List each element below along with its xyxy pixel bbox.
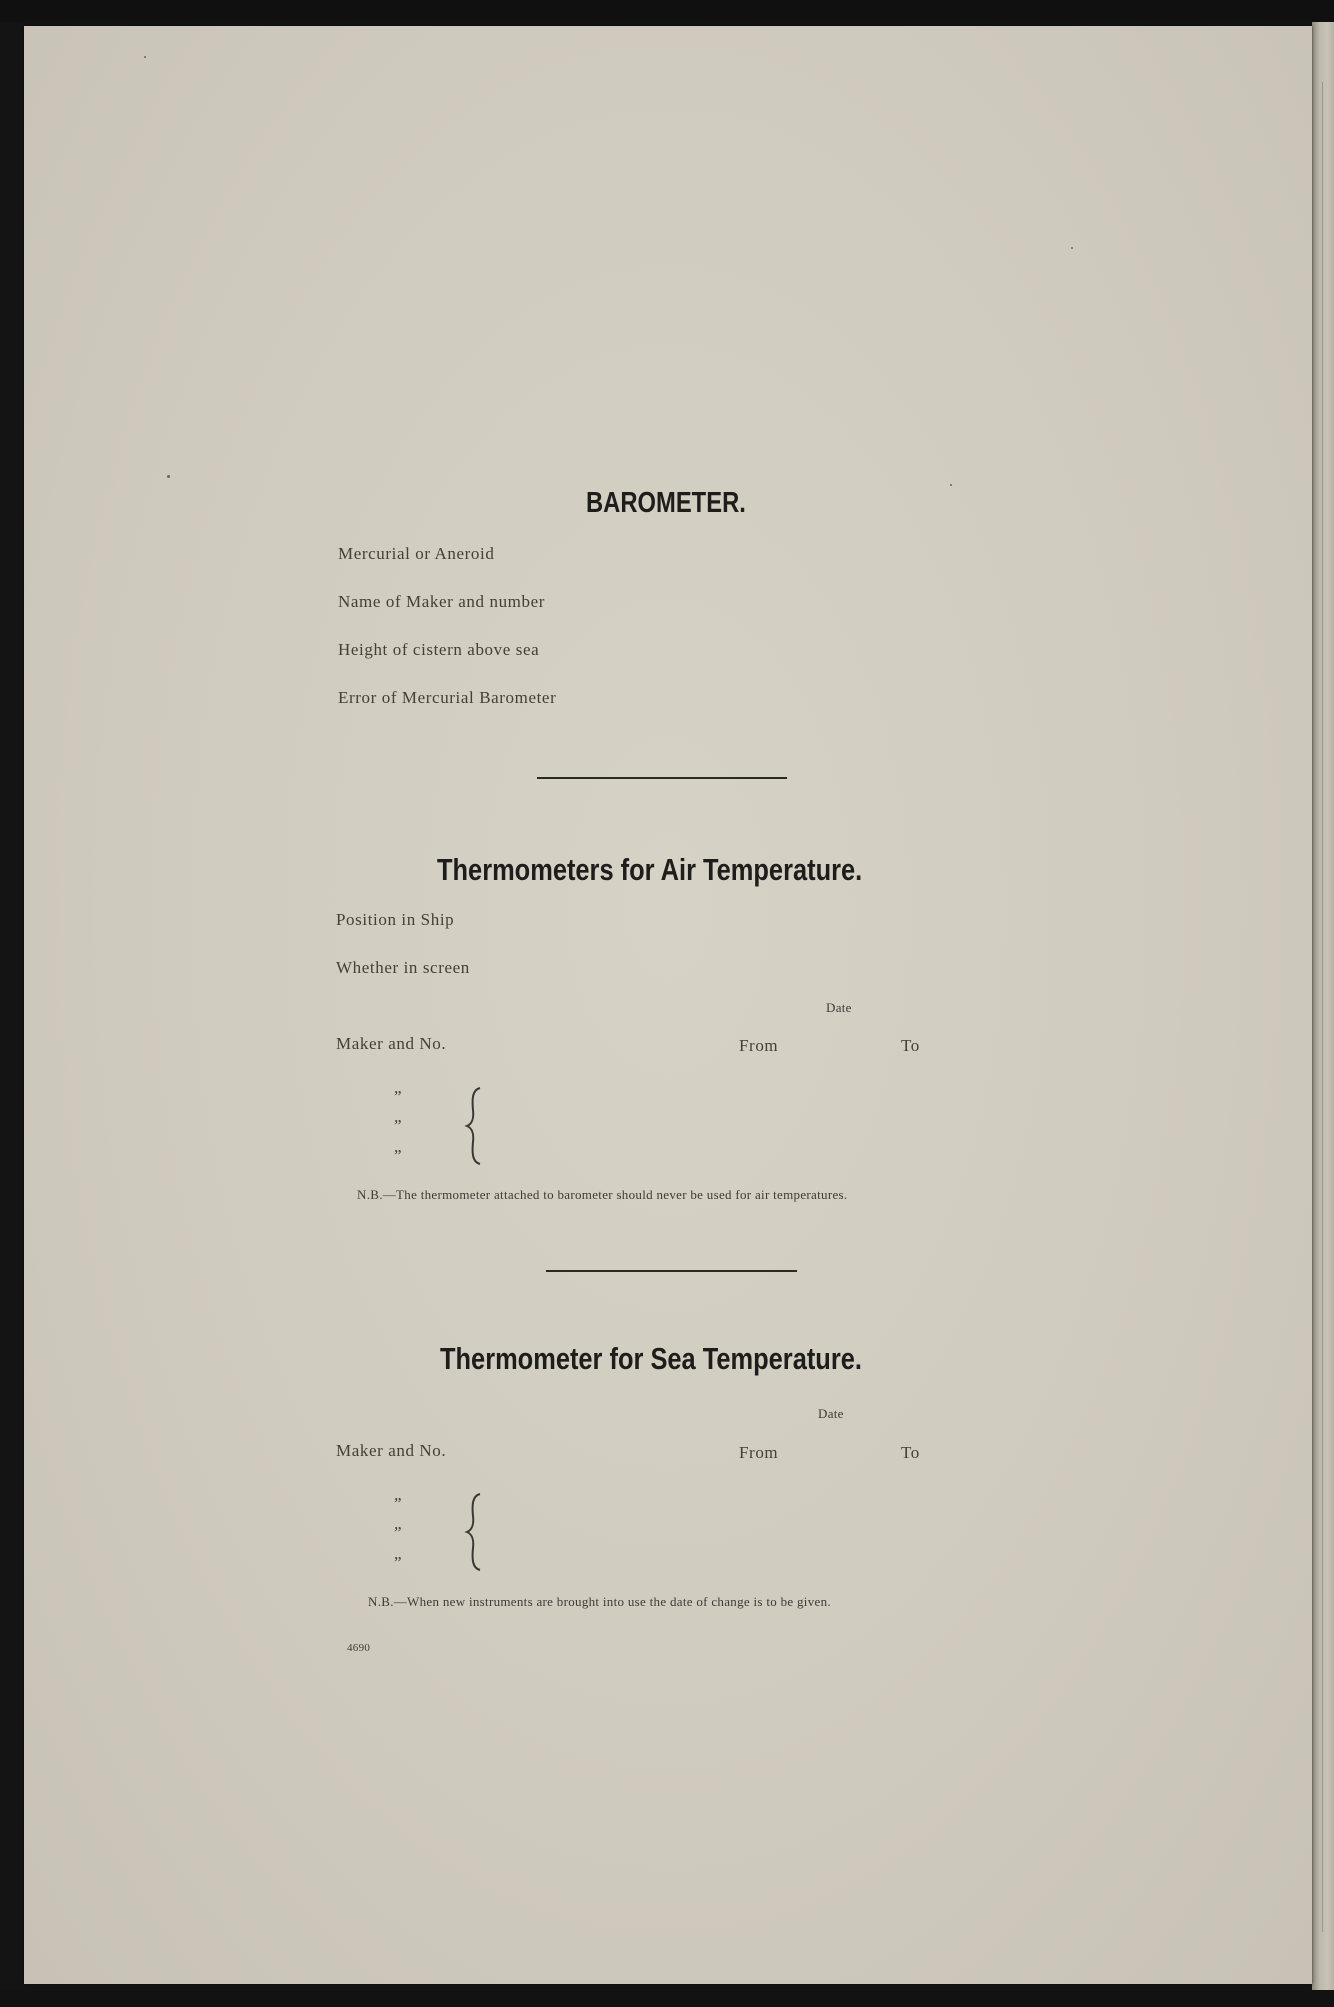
air-date-header: Date (826, 1000, 852, 1015)
air-thermometers-title: Thermometers for Air Temperature. (437, 852, 863, 887)
air-ditto-mark: ” (394, 1087, 403, 1106)
form-page (24, 26, 1312, 1984)
paper-speck (950, 484, 952, 486)
air-ditto-mark: ” (394, 1116, 403, 1135)
air-position-field: Position in Ship (336, 910, 455, 929)
barometer-height-field: Height of cistern above sea (338, 640, 540, 659)
sea-ditto-brace (464, 1492, 486, 1572)
air-maker-field: Maker and No. (336, 1034, 447, 1053)
air-screen-field: Whether in screen (336, 958, 470, 977)
adjacent-page-rule (1322, 82, 1323, 1932)
paper-speck (167, 475, 170, 478)
barometer-title: BAROMETER. (586, 487, 746, 519)
section-divider (546, 1270, 797, 1272)
air-from-column: From (739, 1036, 779, 1055)
sea-date-header: Date (818, 1406, 844, 1421)
barometer-maker-field: Name of Maker and number (338, 592, 545, 611)
sea-ditto-mark: ” (394, 1523, 403, 1542)
air-note: N.B.—The thermometer attached to barometer should never be used for air temperatures. (357, 1187, 848, 1202)
form-number: 4690 (347, 1642, 371, 1654)
sea-thermometer-title: Thermometer for Sea Temperature. (440, 1341, 862, 1376)
air-to-column: To (901, 1036, 920, 1055)
sea-note: N.B.—When new instruments are brought into use the date of change is to be given. (368, 1594, 831, 1609)
air-ditto-brace (464, 1086, 486, 1166)
sea-ditto-mark: ” (394, 1494, 403, 1513)
sea-to-column: To (901, 1443, 920, 1462)
adjacent-page-edge (1312, 22, 1334, 1997)
barometer-error-field: Error of Mercurial Barometer (338, 688, 557, 707)
sea-maker-field: Maker and No. (336, 1441, 447, 1460)
sea-ditto-mark: ” (394, 1553, 403, 1572)
paper-speck (144, 56, 146, 58)
scan-background-top (0, 0, 1334, 22)
sea-from-column: From (739, 1443, 779, 1462)
section-divider (537, 777, 787, 779)
scan-background-bottom (0, 1990, 1334, 2007)
barometer-type-field: Mercurial or Aneroid (338, 544, 495, 563)
air-ditto-mark: ” (394, 1146, 403, 1165)
paper-speck (1071, 247, 1073, 249)
